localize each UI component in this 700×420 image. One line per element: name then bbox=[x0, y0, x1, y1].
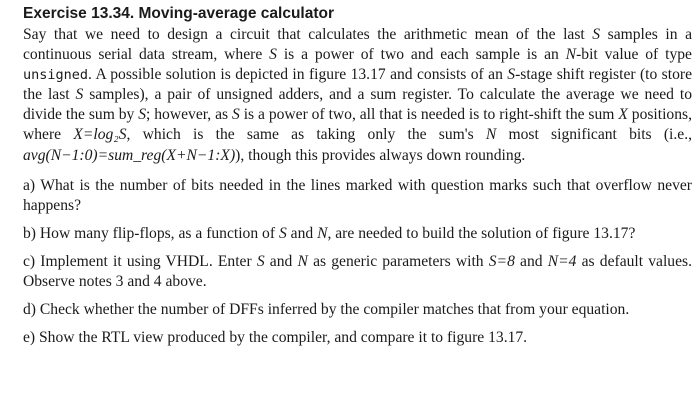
question-c-text: as generic parameters with bbox=[307, 252, 489, 270]
var-N: N bbox=[297, 252, 308, 270]
code-unsigned: unsigned bbox=[23, 67, 89, 84]
intro-text: most significant bits (i.e., bbox=[496, 126, 692, 144]
question-c-text: as default values. Observe notes 3 and 4 above. bbox=[23, 252, 692, 291]
var-N: N bbox=[485, 126, 497, 144]
intro-text: is a power of two, all that is needed is to right-shift the sum bbox=[239, 106, 619, 124]
var-S: S bbox=[278, 224, 287, 242]
var-N: N bbox=[317, 224, 328, 242]
intro-text: samples in a continuous serial data stream, where bbox=[23, 26, 692, 64]
question-b-text: b) How many flip-flops, as a function of bbox=[23, 224, 279, 242]
question-e: e) Show the RTL view produced by the compiler, and compare it to figure 13.17. bbox=[23, 329, 528, 347]
question-b-text: and bbox=[286, 224, 318, 242]
intro-text: . A possible solution is depicted in figure 13.17 and consists of an bbox=[88, 66, 508, 84]
intro-text: , which is the same as taking only the sum's bbox=[126, 126, 486, 144]
var-S: S bbox=[256, 252, 265, 270]
question-c-text: and bbox=[514, 252, 548, 270]
intro-text: ; however, as bbox=[146, 106, 232, 124]
var-S: S bbox=[138, 106, 147, 124]
question-c-text: c) Implement it using VHDL. Enter bbox=[23, 252, 257, 270]
equation-n-default: N=4 bbox=[547, 252, 577, 270]
var-S: S bbox=[75, 86, 84, 104]
var-N: N bbox=[565, 46, 577, 64]
question-a: a) What is the number of bits needed in the lines marked with question marks such that overflow never happens? bbox=[23, 176, 692, 214]
exercise-title: Exercise 13.34. Moving-average calculator bbox=[23, 5, 335, 22]
question-b-text: , are needed to build the solution of figure 13.17? bbox=[327, 224, 636, 242]
equation-s-default: S=8 bbox=[488, 252, 515, 270]
intro-text: positions, where bbox=[23, 106, 692, 144]
intro-text: is a power of two and each sample is an bbox=[276, 46, 566, 64]
var-S: S bbox=[592, 26, 601, 43]
equation-avg: avg(N−1:0)=sum_reg(X+N−1:X) bbox=[23, 146, 236, 164]
question-c bbox=[23, 252, 692, 292]
intro-text: ), though this provides always down rounding. bbox=[235, 146, 526, 164]
intro-text: samples), a pair of unsigned adders, and a sum register. To calculate the average we need to divide the sum by bbox=[23, 86, 692, 124]
exercise-intro-paragraph bbox=[23, 25, 692, 166]
intro-text: -bit value of type bbox=[576, 46, 692, 64]
var-S: S bbox=[269, 46, 277, 64]
question-b bbox=[23, 224, 692, 244]
var-S: S bbox=[507, 66, 516, 84]
equation-x-log2s: X=log₂S bbox=[73, 126, 127, 144]
var-S: S bbox=[232, 106, 240, 124]
intro-text: -stage shift register (to store the last bbox=[23, 66, 692, 104]
intro-text: Say that we need to design a circuit that calculates the arithmetic mean of the last bbox=[23, 26, 593, 43]
var-X: X bbox=[618, 106, 628, 124]
question-c-text: and bbox=[264, 252, 298, 270]
question-d: d) Check whether the number of DFFs inferred by the compiler matches that from your equation. bbox=[23, 301, 630, 319]
